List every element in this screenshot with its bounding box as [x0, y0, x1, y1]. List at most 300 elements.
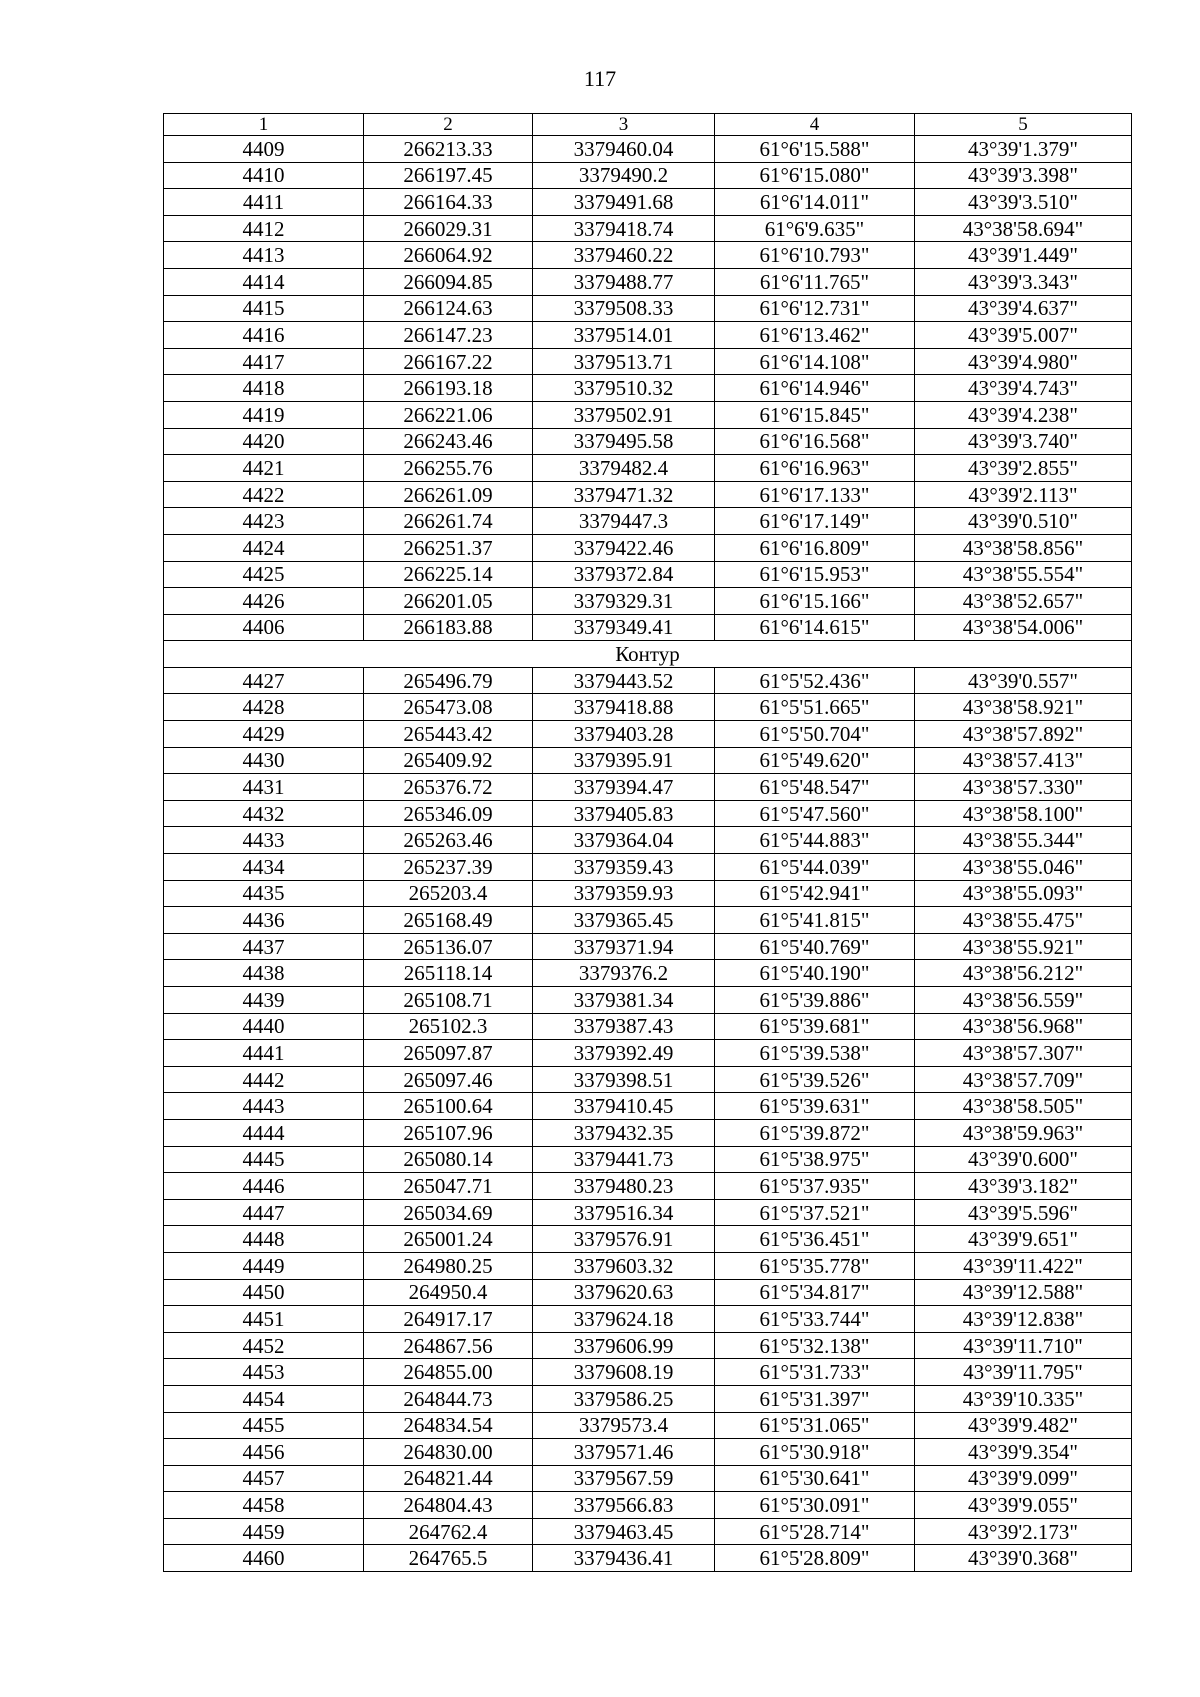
table-row — [164, 960, 1132, 987]
table-body — [164, 114, 1132, 1572]
table-row — [164, 614, 1132, 641]
cell-y-coordinate: 3379387.43 — [533, 1013, 715, 1040]
cell-point-number: 4425 — [164, 561, 364, 588]
cell-latitude: 43°39'9.354" — [915, 1439, 1132, 1466]
cell-latitude: 43°39'11.710" — [915, 1332, 1132, 1359]
table-row — [164, 375, 1132, 402]
cell-y-coordinate: 3379394.47 — [533, 774, 715, 801]
header-row — [164, 114, 1132, 136]
cell-longitude: 61°6'13.462" — [715, 322, 915, 349]
table-row — [164, 721, 1132, 748]
cell-y-coordinate: 3379502.91 — [533, 401, 715, 428]
cell-latitude: 43°39'9.482" — [915, 1412, 1132, 1439]
cell-y-coordinate: 3379398.51 — [533, 1066, 715, 1093]
cell-y-coordinate: 3379513.71 — [533, 348, 715, 375]
cell-point-number: 4445 — [164, 1146, 364, 1173]
cell-y-coordinate: 3379329.31 — [533, 588, 715, 615]
cell-point-number: 4436 — [164, 907, 364, 934]
cell-longitude: 61°6'16.963" — [715, 455, 915, 482]
cell-longitude: 61°6'16.568" — [715, 428, 915, 455]
cell-point-number: 4453 — [164, 1359, 364, 1386]
cell-latitude: 43°38'56.559" — [915, 987, 1132, 1014]
cell-latitude: 43°39'2.173" — [915, 1518, 1132, 1545]
cell-y-coordinate: 3379359.93 — [533, 880, 715, 907]
cell-point-number: 4422 — [164, 481, 364, 508]
cell-longitude: 61°5'37.521" — [715, 1199, 915, 1226]
header-cell: 1 — [164, 114, 364, 136]
cell-point-number: 4441 — [164, 1040, 364, 1067]
cell-longitude: 61°5'42.941" — [715, 880, 915, 907]
header-cell: 4 — [715, 114, 915, 136]
cell-latitude: 43°38'54.006" — [915, 614, 1132, 641]
cell-latitude: 43°39'3.343" — [915, 268, 1132, 295]
cell-latitude: 43°39'0.557" — [915, 667, 1132, 694]
cell-y-coordinate: 3379418.88 — [533, 694, 715, 721]
table-row — [164, 774, 1132, 801]
cell-point-number: 4409 — [164, 136, 364, 163]
cell-longitude: 61°6'14.615" — [715, 614, 915, 641]
cell-latitude: 43°39'5.007" — [915, 322, 1132, 349]
cell-y-coordinate: 3379603.32 — [533, 1252, 715, 1279]
cell-y-coordinate: 3379573.4 — [533, 1412, 715, 1439]
cell-x-coordinate: 266225.14 — [364, 561, 533, 588]
cell-longitude: 61°5'39.886" — [715, 987, 915, 1014]
cell-y-coordinate: 3379381.34 — [533, 987, 715, 1014]
cell-longitude: 61°5'39.631" — [715, 1093, 915, 1120]
cell-point-number: 4415 — [164, 295, 364, 322]
cell-y-coordinate: 3379359.43 — [533, 854, 715, 881]
cell-latitude: 43°39'9.055" — [915, 1492, 1132, 1519]
cell-longitude: 61°6'15.080" — [715, 162, 915, 189]
cell-point-number: 4443 — [164, 1093, 364, 1120]
table-row — [164, 215, 1132, 242]
cell-x-coordinate: 264804.43 — [364, 1492, 533, 1519]
cell-x-coordinate: 264855.00 — [364, 1359, 533, 1386]
cell-latitude: 43°39'3.740" — [915, 428, 1132, 455]
cell-latitude: 43°39'1.449" — [915, 242, 1132, 269]
cell-y-coordinate: 3379460.22 — [533, 242, 715, 269]
cell-x-coordinate: 265203.4 — [364, 880, 533, 907]
cell-point-number: 4444 — [164, 1119, 364, 1146]
header-cell: 5 — [915, 114, 1132, 136]
cell-latitude: 43°38'58.100" — [915, 800, 1132, 827]
cell-longitude: 61°5'32.138" — [715, 1332, 915, 1359]
cell-latitude: 43°38'52.657" — [915, 588, 1132, 615]
cell-latitude: 43°38'56.968" — [915, 1013, 1132, 1040]
table-row — [164, 508, 1132, 535]
cell-x-coordinate: 265047.71 — [364, 1173, 533, 1200]
cell-point-number: 4421 — [164, 455, 364, 482]
page-number: 117 — [583, 66, 617, 91]
cell-y-coordinate: 3379365.45 — [533, 907, 715, 934]
cell-y-coordinate: 3379488.77 — [533, 268, 715, 295]
cell-x-coordinate: 266261.09 — [364, 481, 533, 508]
cell-longitude: 61°5'52.436" — [715, 667, 915, 694]
cell-x-coordinate: 264762.4 — [364, 1518, 533, 1545]
cell-y-coordinate: 3379422.46 — [533, 534, 715, 561]
cell-latitude: 43°39'2.855" — [915, 455, 1132, 482]
cell-point-number: 4456 — [164, 1439, 364, 1466]
cell-point-number: 4412 — [164, 215, 364, 242]
section-row — [164, 641, 1132, 668]
cell-x-coordinate: 265100.64 — [364, 1093, 533, 1120]
cell-y-coordinate: 3379620.63 — [533, 1279, 715, 1306]
cell-latitude: 43°39'5.596" — [915, 1199, 1132, 1226]
cell-point-number: 4429 — [164, 721, 364, 748]
cell-point-number: 4424 — [164, 534, 364, 561]
cell-x-coordinate: 266167.22 — [364, 348, 533, 375]
table-row — [164, 242, 1132, 269]
table-row — [164, 561, 1132, 588]
cell-latitude: 43°39'0.510" — [915, 508, 1132, 535]
table-row — [164, 1439, 1132, 1466]
cell-y-coordinate: 3379480.23 — [533, 1173, 715, 1200]
cell-point-number: 4416 — [164, 322, 364, 349]
cell-latitude: 43°38'57.892" — [915, 721, 1132, 748]
table-row — [164, 1013, 1132, 1040]
table-row — [164, 348, 1132, 375]
cell-point-number: 4447 — [164, 1199, 364, 1226]
cell-longitude: 61°5'44.883" — [715, 827, 915, 854]
cell-point-number: 4419 — [164, 401, 364, 428]
table-row — [164, 1173, 1132, 1200]
cell-longitude: 61°5'31.733" — [715, 1359, 915, 1386]
cell-x-coordinate: 265001.24 — [364, 1226, 533, 1253]
cell-point-number: 4438 — [164, 960, 364, 987]
cell-longitude: 61°5'35.778" — [715, 1252, 915, 1279]
cell-latitude: 43°38'57.413" — [915, 747, 1132, 774]
cell-y-coordinate: 3379405.83 — [533, 800, 715, 827]
cell-point-number: 4426 — [164, 588, 364, 615]
cell-x-coordinate: 266213.33 — [364, 136, 533, 163]
cell-point-number: 4417 — [164, 348, 364, 375]
table-row — [164, 1359, 1132, 1386]
cell-y-coordinate: 3379576.91 — [533, 1226, 715, 1253]
cell-longitude: 61°6'12.731" — [715, 295, 915, 322]
cell-longitude: 61°5'39.681" — [715, 1013, 915, 1040]
section-label: Контур — [164, 641, 1132, 668]
cell-point-number: 4433 — [164, 827, 364, 854]
cell-latitude: 43°39'9.099" — [915, 1465, 1132, 1492]
cell-y-coordinate: 3379608.19 — [533, 1359, 715, 1386]
cell-latitude: 43°38'55.093" — [915, 880, 1132, 907]
cell-y-coordinate: 3379410.45 — [533, 1093, 715, 1120]
cell-y-coordinate: 3379372.84 — [533, 561, 715, 588]
cell-x-coordinate: 266193.18 — [364, 375, 533, 402]
cell-longitude: 61°6'16.809" — [715, 534, 915, 561]
cell-point-number: 4418 — [164, 375, 364, 402]
cell-y-coordinate: 3379443.52 — [533, 667, 715, 694]
cell-y-coordinate: 3379490.2 — [533, 162, 715, 189]
cell-point-number: 4427 — [164, 667, 364, 694]
table-row — [164, 588, 1132, 615]
cell-y-coordinate: 3379514.01 — [533, 322, 715, 349]
cell-point-number: 4448 — [164, 1226, 364, 1253]
cell-point-number: 4414 — [164, 268, 364, 295]
cell-latitude: 43°39'11.422" — [915, 1252, 1132, 1279]
cell-x-coordinate: 266243.46 — [364, 428, 533, 455]
table-row — [164, 1279, 1132, 1306]
cell-x-coordinate: 265118.14 — [364, 960, 533, 987]
cell-x-coordinate: 265443.42 — [364, 721, 533, 748]
cell-x-coordinate: 266197.45 — [364, 162, 533, 189]
cell-latitude: 43°38'57.330" — [915, 774, 1132, 801]
cell-y-coordinate: 3379606.99 — [533, 1332, 715, 1359]
cell-x-coordinate: 265237.39 — [364, 854, 533, 881]
cell-latitude: 43°39'12.588" — [915, 1279, 1132, 1306]
cell-x-coordinate: 265102.3 — [364, 1013, 533, 1040]
cell-longitude: 61°5'36.451" — [715, 1226, 915, 1253]
cell-y-coordinate: 3379508.33 — [533, 295, 715, 322]
table-row — [164, 189, 1132, 216]
cell-point-number: 4430 — [164, 747, 364, 774]
cell-latitude: 43°39'3.398" — [915, 162, 1132, 189]
cell-x-coordinate: 265496.79 — [364, 667, 533, 694]
cell-x-coordinate: 266201.05 — [364, 588, 533, 615]
table-row — [164, 268, 1132, 295]
header-cell: 2 — [364, 114, 533, 136]
cell-longitude: 61°5'51.665" — [715, 694, 915, 721]
cell-x-coordinate: 265376.72 — [364, 774, 533, 801]
cell-point-number: 4442 — [164, 1066, 364, 1093]
table-row — [164, 481, 1132, 508]
cell-x-coordinate: 266221.06 — [364, 401, 533, 428]
cell-x-coordinate: 265263.46 — [364, 827, 533, 854]
cell-y-coordinate: 3379432.35 — [533, 1119, 715, 1146]
cell-longitude: 61°6'9.635" — [715, 215, 915, 242]
cell-longitude: 61°6'15.588" — [715, 136, 915, 163]
cell-x-coordinate: 265107.96 — [364, 1119, 533, 1146]
cell-latitude: 43°39'4.637" — [915, 295, 1132, 322]
cell-point-number: 4410 — [164, 162, 364, 189]
cell-x-coordinate: 265409.92 — [364, 747, 533, 774]
table-row — [164, 428, 1132, 455]
cell-x-coordinate: 264844.73 — [364, 1385, 533, 1412]
cell-longitude: 61°6'15.845" — [715, 401, 915, 428]
cell-x-coordinate: 265108.71 — [364, 987, 533, 1014]
cell-longitude: 61°5'33.744" — [715, 1306, 915, 1333]
cell-y-coordinate: 3379418.74 — [533, 215, 715, 242]
cell-x-coordinate: 264950.4 — [364, 1279, 533, 1306]
cell-longitude: 61°5'31.065" — [715, 1412, 915, 1439]
cell-latitude: 43°38'55.344" — [915, 827, 1132, 854]
cell-latitude: 43°39'11.795" — [915, 1359, 1132, 1386]
cell-x-coordinate: 264834.54 — [364, 1412, 533, 1439]
cell-longitude: 61°5'30.918" — [715, 1439, 915, 1466]
table-row — [164, 1412, 1132, 1439]
cell-y-coordinate: 3379624.18 — [533, 1306, 715, 1333]
cell-longitude: 61°5'49.620" — [715, 747, 915, 774]
table-row — [164, 534, 1132, 561]
cell-y-coordinate: 3379566.83 — [533, 1492, 715, 1519]
cell-longitude: 61°5'37.935" — [715, 1173, 915, 1200]
table-row — [164, 1252, 1132, 1279]
cell-point-number: 4432 — [164, 800, 364, 827]
cell-y-coordinate: 3379491.68 — [533, 189, 715, 216]
cell-latitude: 43°38'55.475" — [915, 907, 1132, 934]
cell-y-coordinate: 3379460.04 — [533, 136, 715, 163]
table-row — [164, 1146, 1132, 1173]
cell-point-number: 4457 — [164, 1465, 364, 1492]
cell-x-coordinate: 264917.17 — [364, 1306, 533, 1333]
cell-latitude: 43°39'12.838" — [915, 1306, 1132, 1333]
cell-point-number: 4455 — [164, 1412, 364, 1439]
table-row — [164, 1226, 1132, 1253]
cell-longitude: 61°5'48.547" — [715, 774, 915, 801]
table-row — [164, 1066, 1132, 1093]
cell-latitude: 43°39'2.113" — [915, 481, 1132, 508]
cell-point-number: 4454 — [164, 1385, 364, 1412]
cell-latitude: 43°39'3.510" — [915, 189, 1132, 216]
cell-x-coordinate: 266261.74 — [364, 508, 533, 535]
cell-x-coordinate: 265346.09 — [364, 800, 533, 827]
cell-point-number: 4459 — [164, 1518, 364, 1545]
cell-x-coordinate: 266255.76 — [364, 455, 533, 482]
table-row — [164, 136, 1132, 163]
cell-y-coordinate: 3379376.2 — [533, 960, 715, 987]
cell-longitude: 61°6'14.011" — [715, 189, 915, 216]
table-row — [164, 1545, 1132, 1572]
cell-point-number: 4446 — [164, 1173, 364, 1200]
cell-point-number: 4406 — [164, 614, 364, 641]
cell-latitude: 43°38'58.921" — [915, 694, 1132, 721]
cell-latitude: 43°38'55.554" — [915, 561, 1132, 588]
cell-latitude: 43°38'59.963" — [915, 1119, 1132, 1146]
cell-y-coordinate: 3379371.94 — [533, 933, 715, 960]
table-row — [164, 1040, 1132, 1067]
cell-longitude: 61°6'15.953" — [715, 561, 915, 588]
cell-y-coordinate: 3379516.34 — [533, 1199, 715, 1226]
cell-x-coordinate: 266251.37 — [364, 534, 533, 561]
table-row — [164, 1332, 1132, 1359]
cell-point-number: 4458 — [164, 1492, 364, 1519]
cell-longitude: 61°5'40.769" — [715, 933, 915, 960]
cell-point-number: 4423 — [164, 508, 364, 535]
cell-latitude: 43°38'58.856" — [915, 534, 1132, 561]
cell-y-coordinate: 3379510.32 — [533, 375, 715, 402]
cell-longitude: 61°6'17.149" — [715, 508, 915, 535]
cell-x-coordinate: 264867.56 — [364, 1332, 533, 1359]
cell-longitude: 61°5'28.809" — [715, 1545, 915, 1572]
cell-longitude: 61°5'30.641" — [715, 1465, 915, 1492]
cell-latitude: 43°39'4.980" — [915, 348, 1132, 375]
cell-x-coordinate: 265080.14 — [364, 1146, 533, 1173]
table-row — [164, 1306, 1132, 1333]
cell-y-coordinate: 3379567.59 — [533, 1465, 715, 1492]
cell-y-coordinate: 3379463.45 — [533, 1518, 715, 1545]
table-row — [164, 401, 1132, 428]
cell-x-coordinate: 265097.87 — [364, 1040, 533, 1067]
cell-y-coordinate: 3379349.41 — [533, 614, 715, 641]
cell-x-coordinate: 264980.25 — [364, 1252, 533, 1279]
cell-longitude: 61°6'14.108" — [715, 348, 915, 375]
cell-longitude: 61°5'34.817" — [715, 1279, 915, 1306]
cell-longitude: 61°6'17.133" — [715, 481, 915, 508]
cell-longitude: 61°5'30.091" — [715, 1492, 915, 1519]
cell-point-number: 4451 — [164, 1306, 364, 1333]
cell-point-number: 4431 — [164, 774, 364, 801]
table-row — [164, 933, 1132, 960]
cell-latitude: 43°38'58.694" — [915, 215, 1132, 242]
cell-latitude: 43°38'55.046" — [915, 854, 1132, 881]
cell-longitude: 61°5'40.190" — [715, 960, 915, 987]
cell-x-coordinate: 265168.49 — [364, 907, 533, 934]
cell-longitude: 61°6'15.166" — [715, 588, 915, 615]
cell-latitude: 43°39'0.600" — [915, 1146, 1132, 1173]
cell-point-number: 4434 — [164, 854, 364, 881]
table-row — [164, 854, 1132, 881]
cell-x-coordinate: 266029.31 — [364, 215, 533, 242]
cell-latitude: 43°39'3.182" — [915, 1173, 1132, 1200]
table-row — [164, 800, 1132, 827]
header-cell: 3 — [533, 114, 715, 136]
cell-y-coordinate: 3379395.91 — [533, 747, 715, 774]
cell-x-coordinate: 266183.88 — [364, 614, 533, 641]
cell-y-coordinate: 3379471.32 — [533, 481, 715, 508]
cell-x-coordinate: 265136.07 — [364, 933, 533, 960]
cell-longitude: 61°5'39.526" — [715, 1066, 915, 1093]
table-row — [164, 1093, 1132, 1120]
cell-latitude: 43°39'4.238" — [915, 401, 1132, 428]
cell-point-number: 4439 — [164, 987, 364, 1014]
cell-point-number: 4437 — [164, 933, 364, 960]
cell-point-number: 4460 — [164, 1545, 364, 1572]
cell-x-coordinate: 266124.63 — [364, 295, 533, 322]
cell-x-coordinate: 266064.92 — [364, 242, 533, 269]
cell-latitude: 43°38'57.709" — [915, 1066, 1132, 1093]
cell-y-coordinate: 3379403.28 — [533, 721, 715, 748]
table-row — [164, 1492, 1132, 1519]
cell-x-coordinate: 265473.08 — [364, 694, 533, 721]
cell-y-coordinate: 3379441.73 — [533, 1146, 715, 1173]
cell-latitude: 43°39'1.379" — [915, 136, 1132, 163]
cell-longitude: 61°5'41.815" — [715, 907, 915, 934]
table-row — [164, 694, 1132, 721]
table-row — [164, 827, 1132, 854]
cell-latitude: 43°39'0.368" — [915, 1545, 1132, 1572]
cell-latitude: 43°38'55.921" — [915, 933, 1132, 960]
cell-point-number: 4428 — [164, 694, 364, 721]
table-row — [164, 1465, 1132, 1492]
table-row — [164, 880, 1132, 907]
cell-longitude: 61°5'44.039" — [715, 854, 915, 881]
cell-y-coordinate: 3379586.25 — [533, 1385, 715, 1412]
cell-x-coordinate: 266164.33 — [364, 189, 533, 216]
cell-x-coordinate: 265097.46 — [364, 1066, 533, 1093]
cell-longitude: 61°5'38.975" — [715, 1146, 915, 1173]
cell-latitude: 43°39'9.651" — [915, 1226, 1132, 1253]
cell-longitude: 61°5'39.872" — [715, 1119, 915, 1146]
cell-point-number: 4449 — [164, 1252, 364, 1279]
cell-longitude: 61°6'10.793" — [715, 242, 915, 269]
cell-longitude: 61°6'14.946" — [715, 375, 915, 402]
cell-latitude: 43°39'4.743" — [915, 375, 1132, 402]
cell-longitude: 61°5'28.714" — [715, 1518, 915, 1545]
cell-point-number: 4435 — [164, 880, 364, 907]
table-row — [164, 455, 1132, 482]
table-row — [164, 1518, 1132, 1545]
cell-longitude: 61°5'47.560" — [715, 800, 915, 827]
cell-latitude: 43°38'58.505" — [915, 1093, 1132, 1120]
cell-x-coordinate: 266094.85 — [364, 268, 533, 295]
cell-point-number: 4450 — [164, 1279, 364, 1306]
cell-y-coordinate: 3379495.58 — [533, 428, 715, 455]
table-row — [164, 295, 1132, 322]
cell-point-number: 4452 — [164, 1332, 364, 1359]
cell-longitude: 61°5'50.704" — [715, 721, 915, 748]
table-row — [164, 1199, 1132, 1226]
cell-x-coordinate: 264765.5 — [364, 1545, 533, 1572]
